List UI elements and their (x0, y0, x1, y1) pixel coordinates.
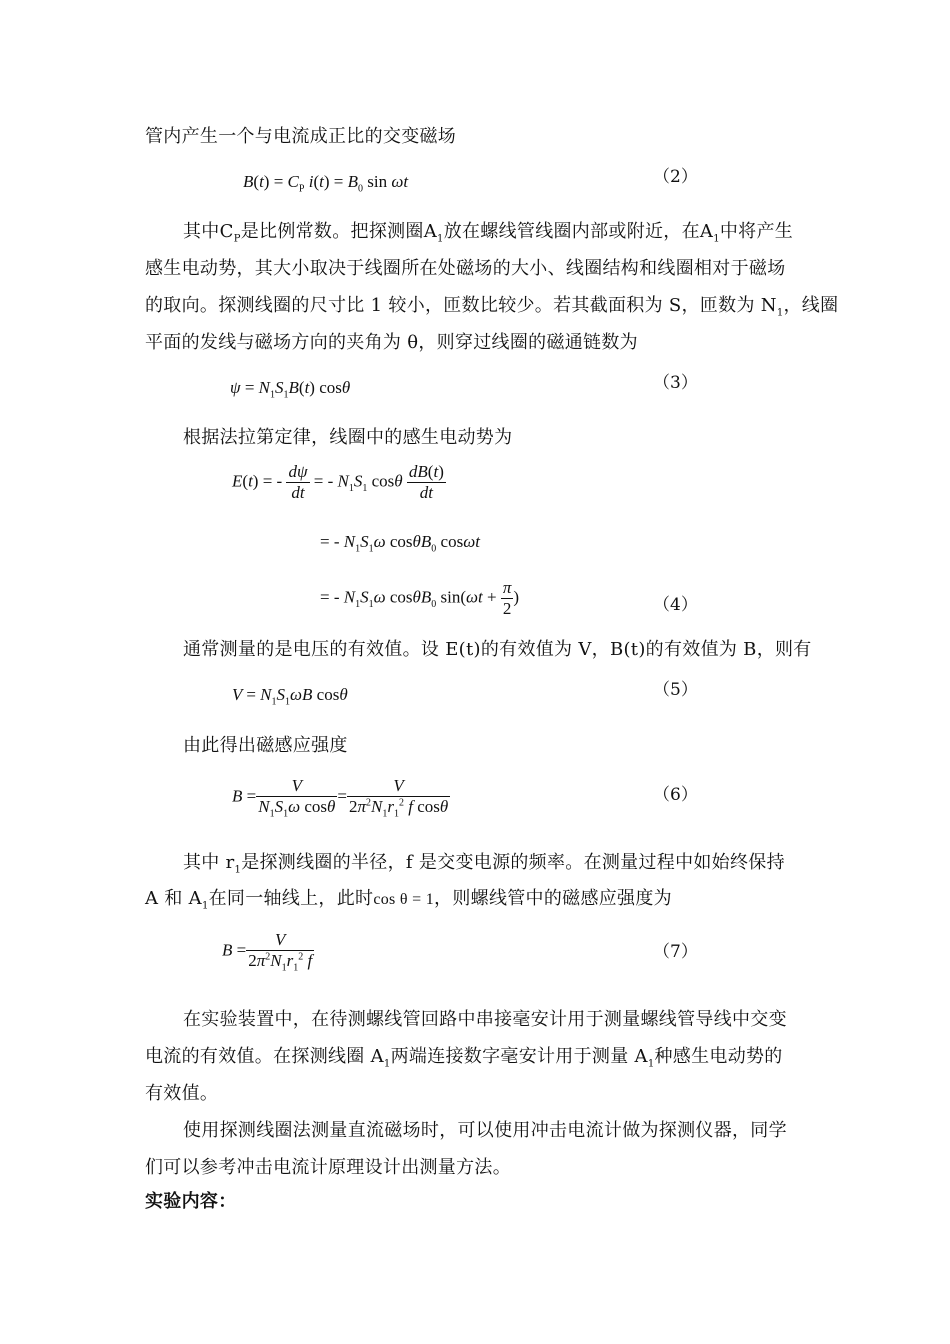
equation-7: B = $\frac{V}{2\pi^2N_1r_1^2 f}$ (222, 930, 313, 974)
paragraph-text: 根据法拉第定律，线圈中的感生电动势为 (183, 427, 513, 448)
paragraph-text: 有效值。 (145, 1083, 219, 1104)
paragraph-text: 平面的发线与磁场方向的夹角为 θ，则穿过线圈的磁通链数为 (145, 332, 638, 353)
paragraph-text: 的取向。探测线圈的尺寸比 1 较小，匝数比较少。若其截面积为 S，匝数为 $N_1$，线圈 (145, 295, 839, 319)
equation-5: $V = N_1S_1\omega B$ cosθ (232, 685, 348, 708)
paragraph-text: 感生电动势，其大小取决于线圈所在处磁场的大小、线圈结构和线圈相对于磁场 (145, 258, 786, 279)
equation-number: （2） (653, 167, 698, 187)
paragraph-text: 使用探测线圈法测量直流磁场时，可以使用冲击电流计做为探测仪器，同学 (183, 1120, 787, 1141)
equation-number: （6） (653, 785, 698, 805)
paragraph-text: 其中$C_P$是比例常数。把探测圈$A_1$放在螺线管线圈内部或附近，在$A_1$中将产生 (183, 221, 794, 245)
equation-number: （5） (653, 680, 698, 700)
equation-3: $\psi = N_1S_1B(t)$ cosθ (230, 378, 351, 401)
paragraph-text: 其中 $r_1$是探测线圈的半径，f 是交变电源的频率。在测量过程中如始终保持 (183, 852, 785, 876)
equation-number: （4） (653, 595, 698, 615)
equation-6: B = $\frac{V}{N_1S_1\omega \cos\theta}$ = $\frac{V}{2\pi^2N_1r_1^2 f \cos\theta}$ (232, 776, 449, 820)
section-heading: 实验内容： (145, 1191, 237, 1212)
equation-4-line-2: = - $N_1S_1\omega$ cosθB$_0$ cosωt (320, 532, 480, 555)
equation-4-line-1: E(t) = - $\frac{d\psi}{dt}$ = - $N_1S_1$ cosθ $\frac{dB(t)}{dt}$ (232, 462, 444, 502)
paragraph-text: 通常测量的是电压的有效值。设 E(t)的有效值为 V，B(t)的有效值为 B，则有 (183, 639, 812, 660)
equation-number: （7） (653, 942, 698, 962)
paragraph-text: 管内产生一个与电流成正比的交变磁场 (145, 126, 457, 147)
paragraph-text: 由此得出磁感应强度 (183, 735, 348, 756)
paragraph-text: A 和 $A_1$在同一轴线上，此时cos θ = 1，则螺线管中的磁感应强度为 (145, 888, 672, 912)
paragraph-text: 电流的有效值。在探测线圈 $A_1$两端连接数字毫安计用于测量 $A_1$种感生电动势的 (145, 1046, 783, 1070)
equation-4-line-3: = - $N_1S_1\omega$ cosθB$_0$ sin(ωt + $\frac{\pi}{2}$ ) (320, 578, 520, 618)
paragraph-text: 们可以参考冲击电流计原理设计出测量方法。 (145, 1157, 511, 1178)
paragraph-text: 在实验装置中，在待测螺线管回路中串接毫安计用于测量螺线管导线中交变 (183, 1009, 787, 1030)
equation-number: （3） (653, 373, 698, 393)
equation-2: $B(t) = C_P$ $i(t) = B_0$ sin ωt (243, 172, 409, 195)
